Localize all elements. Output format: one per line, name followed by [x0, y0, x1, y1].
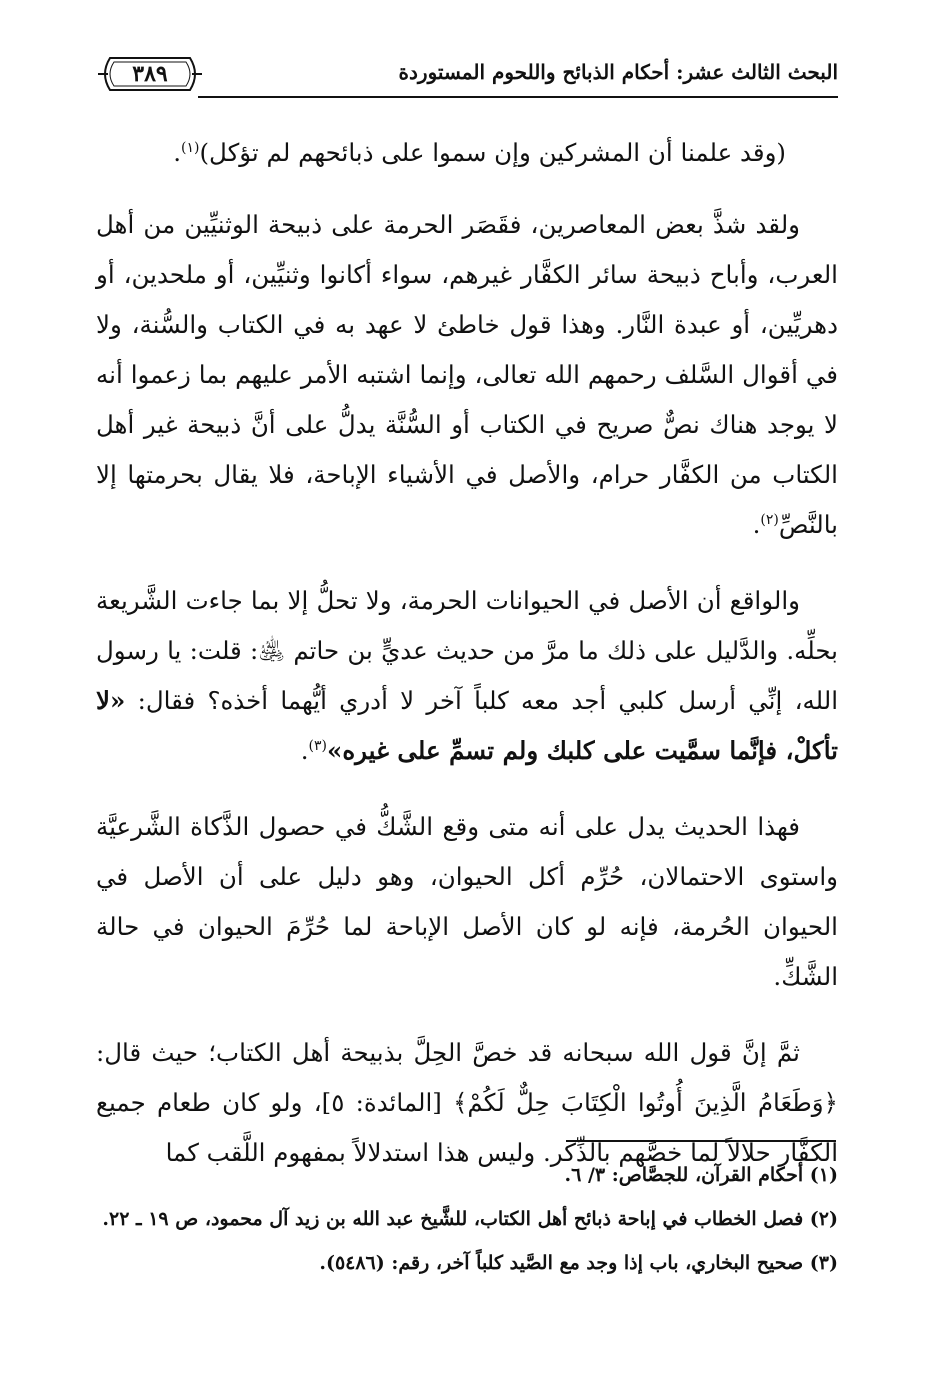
paragraph-4-tail: .: [773, 962, 782, 991]
paragraph-5-text: ثمَّ إنَّ قول الله سبحانه قد خصَّ الحِلَّ بذبيحة أهل الكتاب؛ حيث قال: ﴿وَطَعَامُ الَّذِينَ أُوتُوا الْكِتَابَ حِلٌّ لَكُمْ﴾ [المائدة: ٥]، ولو كان طعام جميع الكفَّار حلالاً لما خصَّهم بالذِّكر. وليس هذا استدلالاً بمفهوم اللَّقب كما: [96, 1038, 838, 1167]
footnote-1: (١) أحكام القرآن، للجصَّاص: ٣/ ٦.: [564, 1164, 838, 1186]
paragraph-4-text: فهذا الحديث يدل على أنه متى وقع الشَّكُّ في حصول الذَّكاة الشَّرعيَّة واستوى الاحتمالان، حُرِّم أكل الحيوان، وهو دليل على أن الأصل في الحيوان الحُرمة، فإنه لو كان الأصل الإباحة لما حُرِّمَ الحيوان في حالة الشَّكِّ: [96, 812, 838, 991]
main-text: [96, 128, 838, 1204]
footnote-3: (٣) صحيح البخاري، باب إذا وجد مع الصَّيد كلباً آخر، رقم: (٥٤٨٦).: [319, 1252, 838, 1274]
footnote-ref-1[interactable]: (١): [181, 139, 200, 156]
hadith-quote: «لا تأكلْ، فإنَّما سمَّيت على كلبك ولم تسمِّ على غيره»: [96, 686, 838, 765]
page-number: ٣٨٩: [132, 61, 168, 87]
paragraph-1-tail: .: [173, 138, 182, 167]
paragraph-5: [96, 1028, 838, 1178]
header-divider: [198, 96, 838, 98]
paragraph-3: [96, 576, 838, 776]
page-number-frame: [96, 52, 204, 96]
footnote-2: (٢) فصل الخطاب في إباحة ذبائح أهل الكتاب، للشَّيخ عبد الله بن زيد آل محمود، ص ١٩ ـ ٢٢.: [102, 1208, 838, 1230]
running-title: البحث الثالث عشر: أحكام الذبائح واللحوم المستوردة: [398, 60, 838, 84]
footnote-ref-3[interactable]: (٣): [308, 737, 328, 754]
footnote-divider: [566, 1140, 836, 1142]
paragraph-3-text: والواقع أن الأصل في الحيوانات الحرمة، ولا تحلُّ إلا بما جاءت الشَّريعة بحلِّه. والدَّليل على ذلك ما مرَّ من حديث عديٍّ بن حاتم ﵁: قلت: يا رسول الله، إنِّي أرسل كلبي أجد معه كلباً آخر لا أدري أيُّهما أخذه؟ فقال:: [96, 586, 838, 715]
paragraph-2: [96, 200, 838, 550]
footnotes: [96, 1158, 838, 1290]
paragraph-2-tail: .: [752, 510, 761, 539]
paragraph-4: [96, 802, 838, 1002]
paragraph-3-tail: .: [300, 736, 309, 765]
paragraph-1: [96, 128, 838, 178]
paragraph-1-text: (وقد علمنا أن المشركين وإن سموا على ذبائحهم لم تؤكل): [199, 138, 786, 167]
paragraph-2-text: ولقد شذَّ بعض المعاصرين، فقَصَر الحرمة على ذبيحة الوثنيِّين من أهل العرب، وأباح ذبيحة سائر الكفَّار غيرهم، سواء أكانوا وثنيِّين، أو ملحدين، أو دهريِّين، أو عبدة النَّار. وهذا قول خاطئ لا عهد به في الكتاب والسُّنة، ولا في أقوال السَّلف رحمهم الله تعالى، وإنما اشتبه الأمر عليهم بما زعموا أنه لا يوجد هناك نصٌّ صريح في الكتاب أو السُّنَّة يدلُّ على أنَّ ذبيحة غير أهل الكتاب من الكفَّار حرام، والأصل في الأشياء الإباحة، فلا يقال بحرمتها إلا بالنَّصِّ: [96, 210, 838, 539]
page-header: [96, 52, 838, 98]
footnote-ref-2[interactable]: (٢): [760, 511, 779, 528]
